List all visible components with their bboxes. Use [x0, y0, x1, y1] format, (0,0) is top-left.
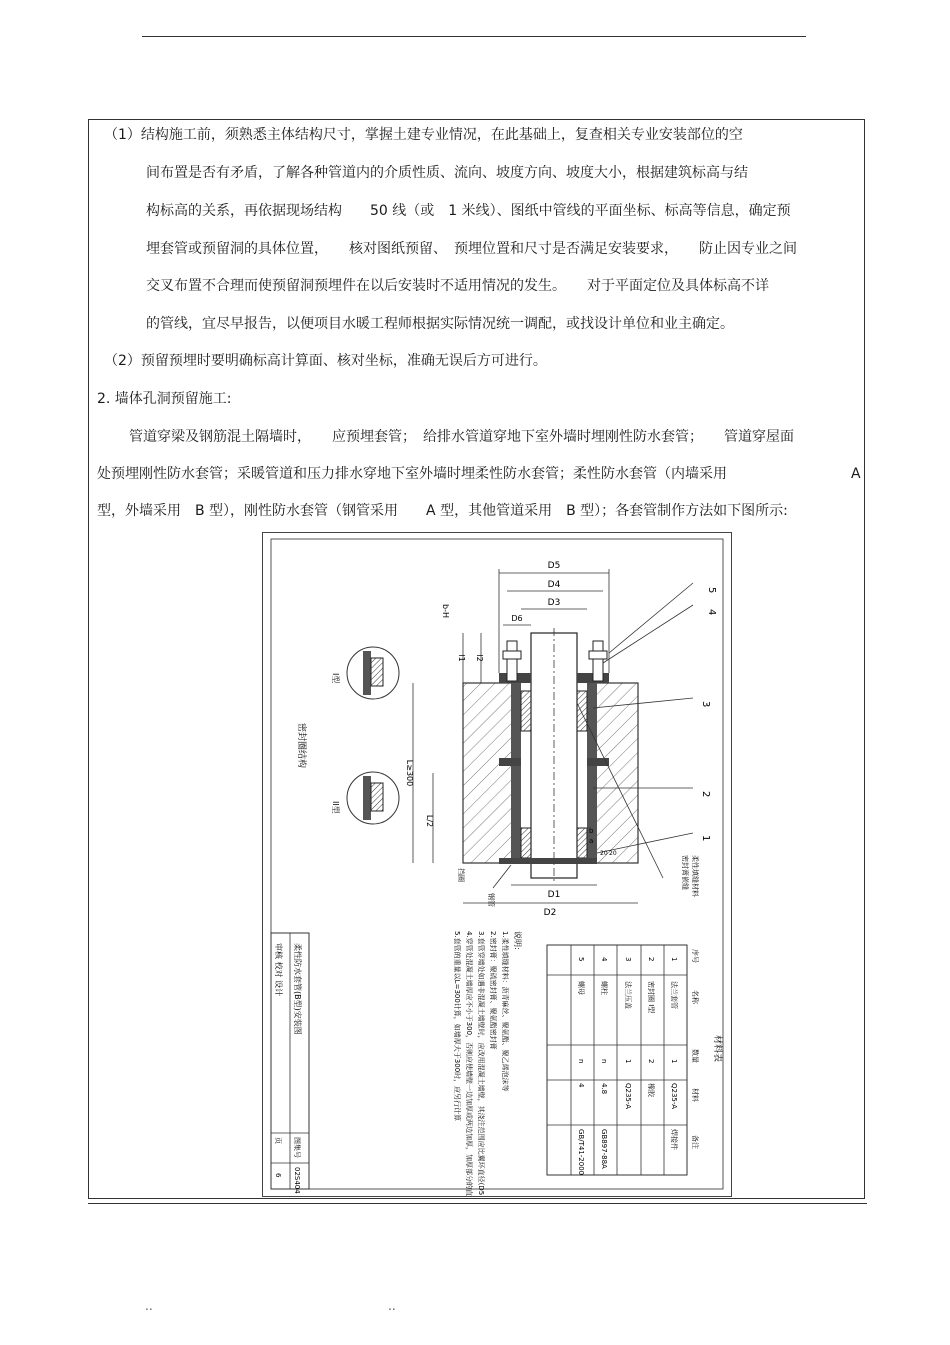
- table-cell: GB/T41-2000: [577, 1129, 585, 1176]
- seal-ring-bottom-left: [521, 828, 531, 858]
- sleeve-drawing: [262, 532, 732, 1197]
- detail-type-2-label: II型: [331, 801, 340, 814]
- table-cell: 密封圈 I型: [647, 981, 655, 1014]
- th-remark: 备注: [691, 1135, 699, 1149]
- table-cell: n: [577, 1059, 585, 1064]
- note-2: 2.密封膏：聚硫密封膏、聚氨酯密封膏: [489, 931, 497, 1050]
- callout-3: 3: [700, 701, 711, 708]
- label-retainer: 挡圈: [457, 868, 465, 882]
- footer-rule: [88, 1203, 867, 1204]
- th-qty: 数量: [691, 1049, 699, 1063]
- note-5: 5.套管的重量以L=300计算，如墙厚大于300时，应另行计算: [453, 931, 461, 1122]
- bolt-right: [593, 641, 603, 681]
- dim-left-5: b-H: [441, 604, 450, 618]
- paragraph-7: （2）预留预埋时要明确标高计算面、核对坐标，准确无误后方可进行。: [104, 353, 547, 369]
- label-a: a: [589, 837, 594, 845]
- title-block-atlas-label: 图集号: [293, 1137, 301, 1158]
- note-3: 3.套管穿墙处如遇非混凝土墙壁时，应改用混凝土墙壁，其浇注范围应比翼环直径(D5)大200，而且必须将套管一次浇固于墙内: [477, 931, 485, 1196]
- title-block-page-no: 6: [274, 1173, 282, 1178]
- table-cell: 1: [670, 1059, 678, 1064]
- paragraph-2: 间布置是否有矛盾，了解各种管道内的介质性质、流向、坡度方向、坡度大小，根据建筑标高与结: [146, 165, 748, 181]
- table-cell: 3: [624, 957, 632, 962]
- callout-1: 1: [700, 835, 711, 842]
- table-cell: Q235-A: [670, 1083, 678, 1110]
- paragraph-6: 的管线，宜尽早报告，以便项目水暖工程师根据实际情况统一调配，或找设计单位和业主确定。: [146, 316, 734, 332]
- label-filler: 柔性填缝材料: [691, 855, 699, 897]
- title-block-title: 柔性防水套管(B型)安装图: [293, 943, 302, 1035]
- th-index: 序号: [691, 949, 699, 963]
- table-cell: 橡胶: [647, 1083, 655, 1097]
- dim-top-3: D3: [547, 598, 561, 608]
- detail-title: 密封圈结构: [296, 723, 306, 769]
- paragraph-3: 构标高的关系，再依据现场结构 50 线（或 1 米线）、图纸中管线的平面坐标、标高等信息，确定预: [146, 203, 791, 219]
- dim-left-1: L≥300: [405, 759, 414, 787]
- sleeve-right-wall: [587, 683, 597, 863]
- seal-ring-top-left: [521, 691, 531, 731]
- paragraph-4: 埋套管或预留洞的具体位置， 核对图纸预留、 预埋位置和尺寸是否满足安装要求， 防止因专业之间: [146, 241, 797, 257]
- table-cell: 螺母: [577, 981, 585, 995]
- dim-left-2: L/2: [425, 814, 434, 828]
- table-cell: 2: [647, 957, 655, 962]
- table-cell: 5: [577, 957, 585, 962]
- footer-left: ..: [145, 1299, 153, 1313]
- seal-ring-bottom-right: [577, 828, 587, 858]
- title-block-page-label: 页: [274, 1137, 282, 1144]
- bolt-left: [507, 641, 517, 681]
- notes-block: [452, 931, 523, 1196]
- table-cell: 4: [600, 957, 608, 962]
- note-1: 1.柔性填缝材料：沥青麻丝、聚氨酯、聚乙烯泡沫等: [501, 931, 509, 1092]
- label-20a: 20: [600, 850, 608, 857]
- sleeve-left-wall: [511, 683, 521, 863]
- paragraph-9: 管道穿梁及钢筋混土隔墙时， 应预埋套管； 给排水管道穿地下室外墙时埋刚性防水套管； 管道穿屋面: [129, 429, 794, 445]
- paragraph-5: 交叉布置不合理而使预留洞预埋件在以后安装时不适用情况的发生。 对于平面定位及具体标高不详: [146, 278, 769, 294]
- label-b: b: [589, 827, 594, 835]
- dim-left-3: l1: [457, 654, 466, 662]
- dim-top-2: D4: [547, 580, 561, 590]
- header-rule: [142, 36, 806, 37]
- dim-left-4: l2: [475, 654, 484, 662]
- footer-right: ..: [388, 1299, 396, 1313]
- table-cell: Q235-A: [624, 1083, 632, 1110]
- paragraph-1: （1）结构施工前，须熟悉主体结构尺寸，掌握土建专业情况，在此基础上，复查相关专业安装部位的空: [104, 127, 743, 143]
- detail-type-1-label: I型: [331, 673, 340, 684]
- paragraph-11: 型，外墙采用 B 型），刚性防水套管（钢管采用 A 型，其他管道采用 B 型）；各套管制作方法如下图所示:: [97, 503, 788, 519]
- table-cell: 2: [647, 1059, 655, 1064]
- table-cell: 4.8: [600, 1083, 608, 1095]
- seal-ring-top-right: [577, 691, 587, 731]
- table-cell: 4: [577, 1083, 585, 1088]
- label-sealant: 密封膏嵌缝: [681, 855, 689, 890]
- sleeve-drawing-svg: [263, 533, 731, 1196]
- table-cell: 法兰套管: [670, 981, 678, 1009]
- table-cell: n: [600, 1059, 608, 1064]
- table-cell: 1: [670, 957, 678, 962]
- paragraph-10-tail: A: [851, 466, 861, 482]
- seal-detail-type-2: [347, 772, 399, 824]
- label-20b: 20: [609, 850, 617, 857]
- th-name: 名称: [691, 990, 699, 1004]
- table-cell: 焊接件: [670, 1129, 678, 1150]
- table-cell: 1: [624, 1059, 632, 1064]
- notes-title: 说明:: [513, 931, 522, 950]
- dim-top-4: D6: [511, 614, 523, 623]
- callout-5: 5: [706, 587, 717, 594]
- callout-4: 4: [706, 609, 717, 616]
- section-heading: 2. 墙体孔洞预留施工:: [97, 391, 232, 407]
- table-cell: 螺柱: [600, 981, 608, 995]
- table-cell: GB897-88A: [600, 1129, 608, 1169]
- paragraph-10: 处预埋刚性防水套管；采暖管道和压力排水穿地下室外墙时埋柔性防水套管；柔性防水套管（内墙采用: [97, 466, 727, 482]
- dim-bottom-1: D2: [543, 908, 557, 918]
- dim-bottom-2: D1: [547, 890, 561, 900]
- dim-top-1: D5: [547, 561, 561, 571]
- title-block-signatures: 审核 校对 设计: [274, 943, 283, 997]
- material-table: [547, 945, 724, 1175]
- th-material: 材料: [691, 1088, 699, 1102]
- note-4: 4.穿管处混凝土墙厚应不小于300，否则应使墙壁一边加厚或两边加厚，加厚部分的直径至少为D5+200: [465, 931, 473, 1196]
- callout-2: 2: [700, 791, 711, 798]
- label-steel-pipe: 钢管: [487, 893, 495, 907]
- title-block-atlas-no: 02S404: [293, 1167, 301, 1194]
- table-cell: 法兰压盖: [624, 981, 632, 1009]
- material-table-title: 材料表: [712, 1035, 722, 1063]
- seal-detail-type-1: [347, 647, 399, 699]
